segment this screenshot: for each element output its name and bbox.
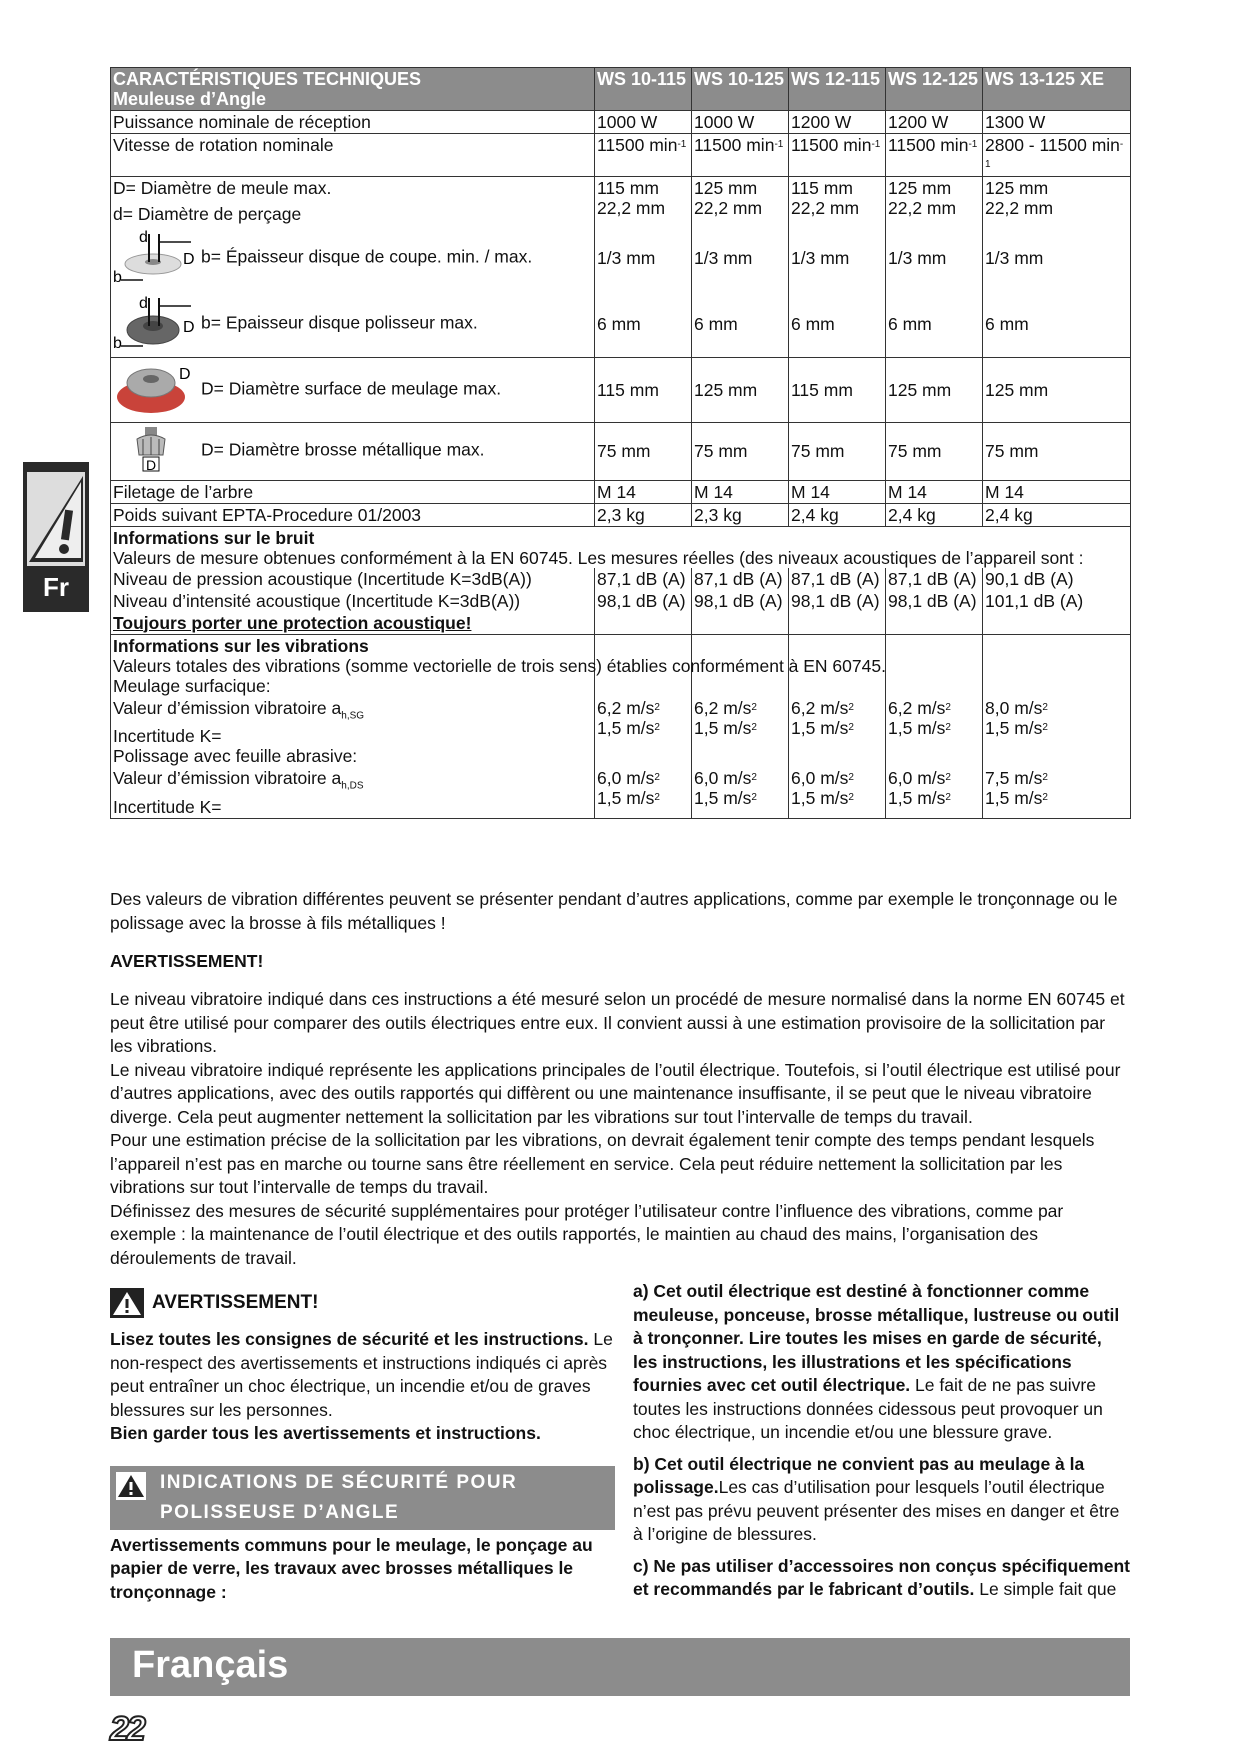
vibration-section — [111, 634, 1131, 697]
cell: 1200 W — [886, 111, 983, 134]
text: Les cas d’utilisation pour lesquels l’outil électrique n’est pas prévu peuvent présenter des mises en danger et être à l’origine de blessures. — [633, 1477, 1120, 1544]
table-row — [111, 134, 1131, 177]
cell: 6 mm — [692, 291, 789, 357]
hearing-protection-warning: Toujours porter une protection acoustique! — [113, 612, 472, 633]
unit-exponent: 2 — [654, 772, 660, 783]
cell — [983, 612, 1131, 635]
paragraph: Définissez des mesures de sécurité supplémentaires pour protéger l’utilisateur contre l’influence des vibrations, comme par exemple : la maintenance de l’outil électrique et des outils rapportés, le maintien au chaud des mains, l’organisation des déroulements de travail. — [110, 1200, 1064, 1268]
cell — [692, 697, 789, 768]
text: Le non-respect des avertissements et instructions indiqués ci après peut entraîner un choc électrique, un incendie et/ou de graves blessures sur les personnes. — [110, 1329, 613, 1420]
row-label — [111, 225, 595, 291]
cell — [692, 767, 789, 818]
cell: 115 mm — [595, 357, 692, 422]
wire-brush-icon — [113, 425, 193, 477]
cell-value: 11500 min — [694, 135, 775, 155]
cell: 125 mm — [692, 357, 789, 422]
cell-value: 125 mm — [985, 178, 1049, 198]
cell — [595, 612, 692, 635]
bold-text: Lisez toutes les consignes de sécurité et les instructions. — [110, 1329, 589, 1349]
left-warning-heading — [110, 1288, 615, 1318]
icon-letter-d: d — [139, 294, 148, 312]
cell: M 14 — [886, 480, 983, 503]
emission-label: Valeur d’émission vibratoire a — [113, 768, 342, 788]
cell: 1/3 mm — [595, 225, 692, 291]
surface-grinding-label: Meulage surfacique: — [113, 675, 271, 696]
cell: 1200 W — [789, 111, 886, 134]
row-label: Poids suivant EPTA-Procedure 01/2003 — [111, 503, 595, 526]
disc-diameter-label: D= Diamètre de meule max. — [113, 178, 332, 198]
unit-exponent: 2 — [848, 772, 854, 783]
cell — [983, 634, 1131, 697]
vibration-title: Informations sur les vibrations — [113, 635, 369, 656]
cell-value: 22,2 mm — [888, 198, 957, 218]
cell: 98,1 dB (A) — [789, 590, 886, 612]
icon-letter-D: D — [183, 251, 195, 268]
bold-text: a) Cet outil électrique est destiné à fonctionner comme meuleuse, ponceuse, brosse métallique, lustreuse ou outil à tronçonner. Lire toutes les mises en garde de sécurité, les instructions, les illustrations et les spécifications fournies avec cet outil électrique. — [633, 1281, 1120, 1395]
unit-exponent: -1 — [871, 139, 881, 150]
safety-band — [110, 1466, 615, 1530]
table-row — [111, 225, 1131, 291]
cell — [983, 767, 1131, 818]
subscript: h,SG — [341, 710, 365, 721]
table-row — [111, 697, 1131, 768]
table-row — [111, 503, 1131, 526]
table-row — [111, 357, 1131, 422]
read-instructions-text — [110, 1328, 615, 1422]
icon-letter-D: D — [146, 457, 157, 473]
item-b — [633, 1453, 1130, 1547]
cell-value: 22,2 mm — [597, 198, 666, 218]
text: Le fait de ne pas suivre toutes les instructions données cidessous peut provoquer un choc électrique, un incendie et/ou une blessure grave. — [633, 1375, 1103, 1442]
cell: 6 mm — [983, 291, 1131, 357]
unit-exponent: -1 — [677, 139, 687, 150]
cell-value: 6,0 m/s — [791, 768, 849, 788]
table-row — [111, 422, 1131, 480]
cell-value: 2800 - 11500 min — [985, 135, 1120, 155]
emission-label: Valeur d’émission vibratoire a — [113, 697, 342, 718]
polish-thickness-label: b= Epaisseur disque polisseur max. — [201, 312, 478, 333]
model-header: WS 12-115 — [789, 68, 886, 111]
cell: 2,4 kg — [789, 503, 886, 526]
language-side-tab — [23, 462, 89, 612]
unit-exponent: -1 — [985, 139, 1124, 170]
unit-exponent: 2 — [945, 792, 951, 803]
cell — [692, 134, 789, 177]
cell — [692, 177, 789, 226]
cell: 1/3 mm — [692, 225, 789, 291]
cell: M 14 — [595, 480, 692, 503]
footer-language-band — [110, 1638, 1130, 1696]
cell-value: 8,0 m/s — [985, 697, 1043, 718]
unit-exponent: 2 — [751, 772, 757, 783]
cell — [886, 134, 983, 177]
unit-exponent: 2 — [751, 701, 757, 713]
cell — [789, 177, 886, 226]
cell-value: 1,5 m/s — [694, 788, 752, 808]
cell: 2,4 kg — [983, 503, 1131, 526]
cell: 1300 W — [983, 111, 1131, 134]
row-label: Puissance nominale de réception — [111, 111, 595, 134]
row-label — [111, 697, 595, 768]
table-row — [111, 480, 1131, 503]
row-label: Filetage de l’arbre — [111, 480, 595, 503]
cell-value: 1,5 m/s — [888, 788, 946, 808]
body-paragraphs — [110, 988, 1130, 1270]
row-label — [111, 767, 595, 818]
text: Le simple fait que — [974, 1579, 1117, 1599]
cell-value: 6,2 m/s — [597, 697, 655, 718]
noise-header-cell — [111, 526, 1131, 568]
icon-letter-D: D — [179, 365, 191, 383]
cell — [789, 134, 886, 177]
cell — [595, 697, 692, 768]
warning-triangle-icon — [110, 1288, 144, 1318]
row-label: Vitesse de rotation nominale — [111, 134, 595, 177]
bold-text: b) Cet outil électrique ne convient pas au meulage à la polissage. — [633, 1453, 1085, 1497]
cell: M 14 — [692, 480, 789, 503]
noise-section — [111, 526, 1131, 568]
table-row — [111, 612, 1131, 635]
cell: 98,1 dB (A) — [886, 590, 983, 612]
cell-value: 6,0 m/s — [597, 768, 655, 788]
cell: 75 mm — [595, 422, 692, 480]
table-title — [111, 68, 595, 111]
noise-intro: Valeurs de mesure obtenues conformément à la EN 60745. Les mesures réelles (des niveaux acoustiques de l’appareil sont : — [113, 547, 1084, 568]
cell — [983, 177, 1131, 226]
cell-value: 6,2 m/s — [888, 697, 946, 718]
cell — [886, 767, 983, 818]
row-label — [111, 422, 595, 480]
cell — [789, 612, 886, 635]
cell-value: 1,5 m/s — [694, 717, 752, 738]
icon-letter-D: D — [183, 318, 195, 336]
language-code: Fr — [43, 572, 69, 602]
cell-value: 6,2 m/s — [791, 697, 849, 718]
cell: 87,1 dB (A) — [789, 568, 886, 590]
cell: 115 mm — [789, 357, 886, 422]
table-row — [111, 568, 1131, 590]
cell — [595, 177, 692, 226]
icon-letter-d: d — [139, 229, 148, 246]
keep-instructions-text: Bien garder tous les avertissements et instructions. — [110, 1423, 541, 1443]
unit-exponent: 2 — [654, 701, 660, 713]
cell-value: 11500 min — [597, 135, 678, 155]
cell — [886, 612, 983, 635]
subscript: h,DS — [341, 780, 364, 792]
avertissement-heading: AVERTISSEMENT! — [110, 951, 264, 971]
unit-exponent: 2 — [945, 721, 951, 733]
unit-exponent: 2 — [945, 701, 951, 713]
cell-value: 1,5 m/s — [791, 788, 849, 808]
uncertainty-label: Incertitude K= — [113, 726, 222, 746]
paragraph: Le niveau vibratoire indiqué dans ces instructions a été mesuré selon un procédé de mesure normalisé dans la norme EN 60745 et peut être utilisé pour comparer des outils électriques entre eux. Il convient aussi à une estimation provisoire de la sollicitation par les vibrations. — [110, 989, 1125, 1056]
cell: 6 mm — [886, 291, 983, 357]
cell: 87,1 dB (A) — [692, 568, 789, 590]
row-label: Niveau de pression acoustique (Incertitude K=3dB(A)) — [111, 568, 595, 590]
cell: 1/3 mm — [789, 225, 886, 291]
cell-value: 115 mm — [791, 178, 853, 198]
cell: 125 mm — [983, 357, 1131, 422]
row-label — [111, 177, 595, 226]
item-c — [633, 1555, 1130, 1602]
model-header: WS 10-125 — [692, 68, 789, 111]
cell: 125 mm — [886, 357, 983, 422]
noise-title: Informations sur le bruit — [113, 527, 315, 548]
cutting-disc-icon — [113, 228, 193, 288]
table-row — [111, 590, 1131, 612]
cell-value: 1,5 m/s — [791, 717, 849, 738]
cell-value: 7,5 m/s — [985, 768, 1043, 788]
cell-value: 1,5 m/s — [985, 788, 1043, 808]
cell-value: 1,5 m/s — [985, 717, 1043, 738]
cell: 75 mm — [983, 422, 1131, 480]
item-a — [633, 1280, 1130, 1445]
cell-value: 1,5 m/s — [597, 788, 655, 808]
cell-value: 6,0 m/s — [888, 768, 946, 788]
cell — [983, 697, 1131, 768]
unit-exponent: 2 — [1042, 721, 1048, 733]
cell — [595, 767, 692, 818]
polishing-label: Polissage avec feuille abrasive: — [113, 746, 358, 766]
cell: 1000 W — [595, 111, 692, 134]
unit-exponent: 2 — [654, 721, 660, 733]
cell: 1000 W — [692, 111, 789, 134]
footer-language: Français — [132, 1644, 289, 1686]
model-header: WS 12-125 — [886, 68, 983, 111]
spec-table — [110, 67, 1131, 819]
cell: 75 mm — [886, 422, 983, 480]
bold-text: c) Ne pas utiliser d’accessoires non conçus spécifiquement et recommandés par le fabricant d’outils. — [633, 1555, 1130, 1599]
model-header: WS 10-115 — [595, 68, 692, 111]
cell: 6 mm — [789, 291, 886, 357]
icon-letter-b: b — [113, 334, 122, 352]
cell: 98,1 dB (A) — [595, 590, 692, 612]
cell — [886, 634, 983, 697]
unit-exponent: 2 — [848, 701, 854, 713]
cell-value: 22,2 mm — [694, 198, 763, 218]
safety-band-title: INDICATIONS DE SÉCURITÉ POUR POLISSEUSE D’ANGLE — [160, 1471, 518, 1523]
cell — [789, 767, 886, 818]
unit-exponent: 2 — [1042, 792, 1048, 803]
bore-diameter-label: d= Diamètre de perçage — [113, 204, 302, 224]
table-title-line1: CARACTÉRISTIQUES TECHNIQUES — [113, 69, 422, 89]
unit-exponent: -1 — [968, 139, 978, 150]
cell-value: 6,2 m/s — [694, 697, 752, 718]
page-number: 22 — [110, 1710, 144, 1748]
unit-exponent: -1 — [774, 139, 784, 150]
cell: M 14 — [789, 480, 886, 503]
cell-value: 22,2 mm — [985, 198, 1054, 218]
cell: M 14 — [983, 480, 1131, 503]
cell-value: 115 mm — [597, 178, 659, 198]
unit-exponent: 2 — [1042, 772, 1048, 783]
model-header: WS 13-125 XE — [983, 68, 1131, 111]
cell-value: 6,0 m/s — [694, 768, 752, 788]
unit-exponent: 2 — [751, 792, 757, 803]
sanding-pad-icon — [113, 359, 193, 421]
cell — [789, 697, 886, 768]
cell-value: 125 mm — [694, 178, 758, 198]
right-column — [633, 1280, 1130, 1602]
cell: 6 mm — [595, 291, 692, 357]
table-row — [111, 767, 1131, 818]
cell: 87,1 dB (A) — [595, 568, 692, 590]
row-label — [111, 612, 595, 635]
cell: 101,1 dB (A) — [983, 590, 1131, 612]
cell-value: 22,2 mm — [791, 198, 860, 218]
cell: 2,3 kg — [692, 503, 789, 526]
left-column — [110, 1288, 615, 1604]
cell: 2,4 kg — [886, 503, 983, 526]
table-header-row — [111, 68, 1131, 111]
unit-exponent: 2 — [848, 792, 854, 803]
row-label: Niveau d’intensité acoustique (Incertitude K=3dB(A)) — [111, 590, 595, 612]
unit-exponent: 2 — [654, 792, 660, 803]
vibration-intro: Valeurs totales des vibrations (somme vectorielle de trois sens) établies conformément à EN 60745. — [113, 655, 886, 676]
unit-exponent: 2 — [945, 772, 951, 783]
unit-exponent: 2 — [848, 721, 854, 733]
row-label — [111, 291, 595, 357]
warning-triangle-icon — [27, 472, 85, 566]
cut-thickness-label: b= Épaisseur disque de coupe. min. / max. — [201, 246, 533, 267]
table-row — [111, 291, 1131, 357]
cell — [886, 177, 983, 226]
unit-exponent: 2 — [751, 721, 757, 733]
cell: 75 mm — [789, 422, 886, 480]
cell-value: 11500 min — [791, 135, 872, 155]
cell-value: 1,5 m/s — [597, 717, 655, 738]
cell — [983, 134, 1131, 177]
unit-exponent: 2 — [1042, 701, 1048, 713]
cell-value: 125 mm — [888, 178, 952, 198]
row-label — [111, 357, 595, 422]
cell: 98,1 dB (A) — [692, 590, 789, 612]
uncertainty-label: Incertitude K= — [113, 796, 222, 817]
cell — [886, 697, 983, 768]
cell: 2,3 kg — [595, 503, 692, 526]
cell: 87,1 dB (A) — [886, 568, 983, 590]
brush-diameter-label: D= Diamètre brosse métallique max. — [201, 439, 485, 460]
common-warnings-text: Avertissements communs pour le meulage, le ponçage au papier de verre, les travaux avec brosses métalliques le tronçonnage : — [110, 1534, 593, 1602]
cell: 75 mm — [692, 422, 789, 480]
warning-triangle-icon — [116, 1472, 146, 1500]
row-label — [111, 634, 886, 697]
cell: 1/3 mm — [886, 225, 983, 291]
table-title-line2: Meuleuse d’Angle — [113, 89, 267, 109]
icon-letter-b: b — [113, 269, 122, 286]
cell — [692, 612, 789, 635]
paragraph: Pour une estimation précise de la sollicitation par les vibrations, on devrait également tenir compte des temps pendant lesquels l’appareil n’est pas en marche ou tourne sans être réellement en service. Cela peut réduire nettement la sollicitation par les vibrations sur tout l’intervalle de temps du travail. — [110, 1130, 1095, 1197]
table-row — [111, 177, 1131, 226]
table-row — [111, 111, 1131, 134]
polishing-disc-icon — [113, 294, 193, 354]
cell — [595, 134, 692, 177]
vibration-note: Des valeurs de vibration différentes peuvent se présenter pendant d’autres applications, comme par exemple le tronçonnage ou le polissage avec la brosse à fils métalliques ! — [110, 889, 1118, 933]
paragraph: Le niveau vibratoire indiqué représente les applications principales de l’outil électrique. Toutefois, si l’outil électrique est utilisé pour d’autres applications, avec des outils rapportés qui diffèrent ou une maintenance insuffisante, il se peut que le niveau vibratoire diverge. Cela peut augmenter nettement la sollicitation par les vibrations sur tout l’intervalle de temps du travail. — [110, 1059, 1121, 1127]
cell: 90,1 dB (A) — [983, 568, 1131, 590]
cell-value: 1,5 m/s — [888, 717, 946, 738]
cell: 1/3 mm — [983, 225, 1131, 291]
warning-title: AVERTISSEMENT! — [152, 1292, 319, 1314]
cell-value: 11500 min — [888, 135, 969, 155]
surface-diameter-label: D= Diamètre surface de meulage max. — [201, 378, 502, 399]
